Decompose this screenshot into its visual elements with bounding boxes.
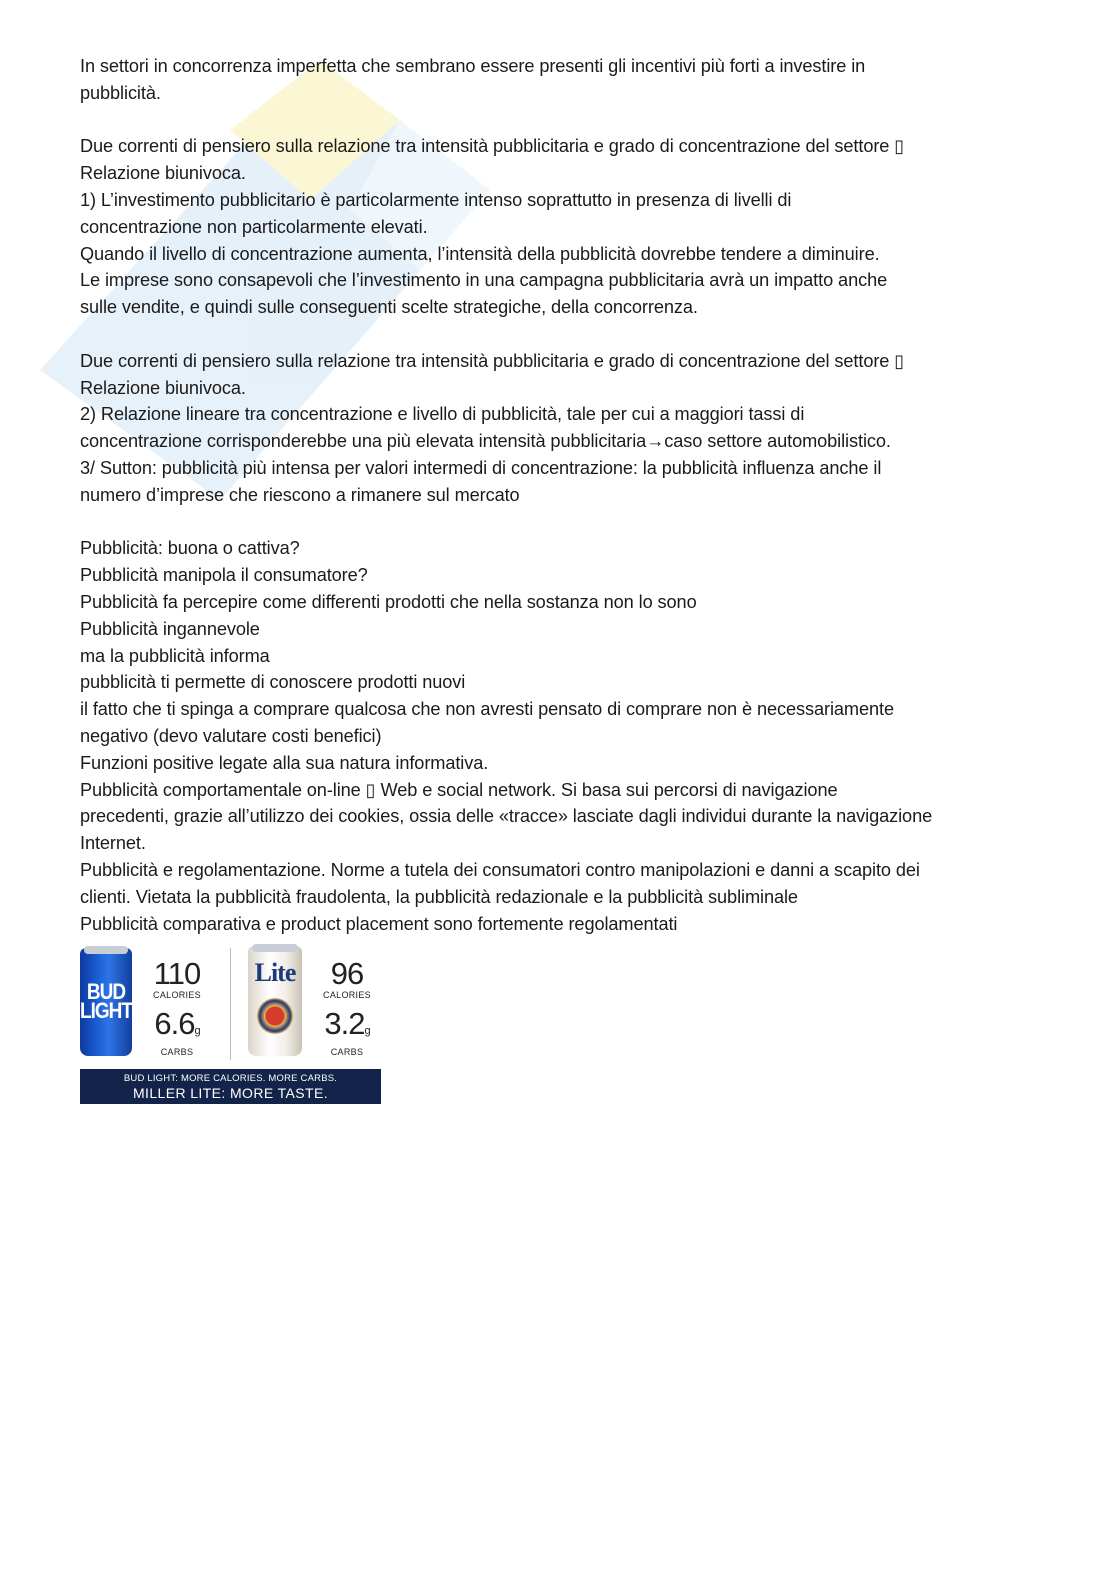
bud-light-can-image: [80, 948, 132, 1056]
text-line: il fatto che ti spinga a comprare qualcosa che non avresti pensato di comprare non è necessariamente: [80, 699, 894, 720]
lite-logo: Lite: [254, 958, 296, 987]
text-line: ma la pubblicità informa: [80, 645, 270, 666]
banner-line1: BUD LIGHT: MORE CALORIES. MORE CARBS.: [123, 1073, 338, 1084]
text-line: clienti. Vietata la pubblicità fraudolenta, la pubblicità redazionale e la pubblicità subliminale: [80, 886, 798, 907]
ad-banner: [80, 1069, 381, 1104]
text-line: Internet.: [80, 833, 146, 854]
paragraph-gap: [80, 321, 1025, 348]
text-line: 2) Relazione lineare tra concentrazione e livello di pubblicità, tale per cui a maggiori tassi di: [80, 404, 805, 425]
ad-divider: [230, 948, 231, 1060]
bud-calories-label: CALORIES: [153, 990, 201, 1000]
miller-badge-icon: [257, 998, 293, 1034]
text-line: precedenti, grazie all’utilizzo dei cookies, ossia delle «tracce» lasciate dagli individui durante la navigazione: [80, 806, 933, 827]
text-line: Due correnti di pensiero sulla relazione tra intensità pubblicitaria e grado di concentrazione del settore ▯: [80, 136, 905, 157]
bud-calories-stat: [146, 958, 208, 1000]
lite-carbs-label: CARBS: [330, 1047, 364, 1057]
text-line: concentrazione non particolarmente elevati.: [80, 216, 428, 237]
ad-product-panel: [80, 944, 381, 1069]
lite-calories-label: CALORIES: [323, 990, 371, 1000]
text-line: In settori in concorrenza imperfetta che sembrano essere presenti gli incentivi più forti a investire in: [80, 56, 866, 76]
bud-carbs-value: 6.6: [154, 1006, 195, 1041]
text-line: 1) L’investimento pubblicitario è particolarmente intenso soprattutto in presenza di livelli di: [80, 189, 792, 210]
text-line: Funzioni positive legate alla sua natura informativa.: [80, 752, 489, 773]
text-line: sulle vendite, e quindi sulle conseguenti scelte strategiche, della concorrenza.: [80, 297, 698, 318]
lite-calories-value: 96: [330, 956, 364, 991]
text-line: Quando il livello di concentrazione aumenta, l’intensità della pubblicità dovrebbe tendere a diminuire.: [80, 243, 880, 264]
bud-logo-line1: BUD: [86, 980, 126, 1005]
text-line: pubblicità ti permette di conoscere prodotti nuovi: [80, 672, 466, 693]
lite-carbs-stat: [316, 1008, 378, 1057]
text-line: 3/ Sutton: pubblicità più intensa per valori intermedi di concentrazione: la pubblicità influenza anche il: [80, 457, 882, 478]
lite-carbs-unit: g: [364, 1025, 370, 1037]
text-line: Le imprese sono consapevoli che l’investimento in una campagna pubblicitaria avrà un impatto anche: [80, 270, 888, 291]
paragraph-gap: [80, 107, 1025, 134]
lite-calories-stat: [316, 958, 378, 1000]
bud-carbs-unit: g: [194, 1025, 200, 1037]
text-line: numero d’imprese che riescono a rimanere sul mercato: [80, 484, 520, 505]
text-line: Pubblicità comparativa e product placement sono fortemente regolamentati: [80, 913, 678, 934]
text-line: Pubblicità e regolamentazione. Norme a tutela dei consumatori contro manipolazioni e danni a scapito dei: [80, 859, 920, 880]
lite-carbs-value: 3.2: [324, 1006, 365, 1041]
bud-calories-value: 110: [153, 956, 201, 991]
bud-carbs-stat: [146, 1008, 208, 1057]
document-body: [80, 53, 1025, 937]
text-line: Pubblicità manipola il consumatore?: [80, 565, 368, 586]
text-line: negativo (devo valutare costi benefici): [80, 725, 382, 746]
text-line: Relazione biunivoca.: [80, 377, 246, 398]
bud-logo-line2: LIGHT: [80, 999, 132, 1024]
miller-lite-can-image: [248, 946, 302, 1056]
text-line: Pubblicità fa percepire come differenti prodotti che nella sostanza non lo sono: [80, 591, 697, 612]
paragraph-gap: [80, 509, 1025, 536]
text-line: Pubblicità: buona o cattiva?: [80, 538, 300, 559]
bud-carbs-label: CARBS: [160, 1047, 194, 1057]
can-rim: [252, 944, 298, 952]
text-line: Pubblicità ingannevole: [80, 618, 260, 639]
banner-line2: MILLER LITE: MORE TASTE.: [132, 1085, 328, 1101]
text-line: Relazione biunivoca.: [80, 163, 246, 184]
can-rim: [84, 946, 128, 954]
text-line: concentrazione corrisponderebbe una più elevata intensità pubblicitaria→caso settore automobilistico.: [80, 431, 891, 452]
beer-comparison-ad: [80, 944, 381, 1104]
text-line: Pubblicità comportamentale on-line ▯ Web e social network. Si basa sui percorsi di navigazione: [80, 779, 838, 800]
text-line: Due correnti di pensiero sulla relazione tra intensità pubblicitaria e grado di concentrazione del settore ▯: [80, 350, 905, 371]
text-line: pubblicità.: [80, 82, 161, 103]
